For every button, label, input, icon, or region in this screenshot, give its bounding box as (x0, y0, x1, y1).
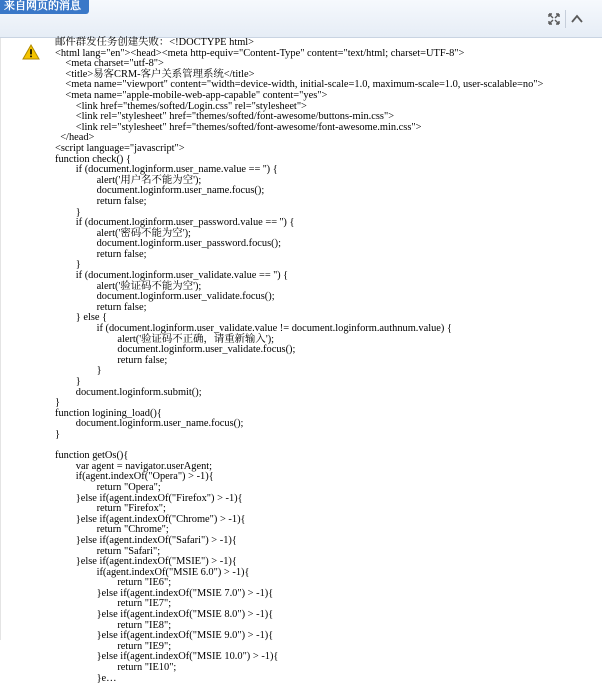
expand-arrows-icon[interactable] (543, 9, 565, 29)
chevron-up-icon[interactable] (566, 9, 588, 29)
dialog-content (0, 37, 602, 684)
message-source-text: <html lang="en"><head><meta http-equiv="Content-Type" content="text/html; charset=UTF-8"> <meta charset="utf-8"> <title>易客CRM-客户关系管理系统</title> <meta name="viewport" content="width=device-width, initial-scale=1.0, maximum-scale=1.0, user-scalable=no"> <meta name="apple-mobile-web-app-capable" content="yes"> <link href="themes/softed/Login.css" rel="stylesheet"> <link rel="stylesheet" href="themes/softed/font-awesome/buttons-min.css"> <link rel="stylesheet" href="themes/softed/font-awesome/font-awesome.min.css"> </head> <script language="javascript"> function check() { if (document.loginform.user_name.value == '') { alert('用户名不能为空'); document.loginform.user_name.focus(); return false; } if (document.loginform.user_password.value == '') { alert('密码不能为空'); document.loginform.user_password.focus(); return false; } if (document.loginform.user_validate.value == '') { alert('验证码不能为空'); document.loginform.user_validate.focus(); return false; } else { if (document.loginform.user_validate.value != document.loginform.authnum.value) { alert('验证码不正确，请重新输入'); document.loginform.user_validate.focus(); return false; } } document.loginform.submit(); } function logining_load(){ document.loginform.user_name.focus(); } function getOs(){ var agent = navigator.userAgent; if(agent.indexOf("Opera") > -1){ return "Opera"; }else if(agent.indexOf("Firefox") > -1){ return "Firefox"; }else if(agent.indexOf("Chrome") > -1){ return "Chrome"; }else if(agent.indexOf("Safari") > -1){ return "Safari"; }else if(agent.indexOf("MSIE") > -1){ if(agent.indexOf("MSIE 6.0") > -1){ return "IE6"; }else if(agent.indexOf("MSIE 7.0") > -1){ return "IE7"; }else if(agent.indexOf("MSIE 8.0") > -1){ return "IE8"; }else if(agent.indexOf("MSIE 9.0") > -1){ return "IE9"; }else if(agent.indexOf("MSIE 10.0") > -1){ return "IE10"; }e… (55, 47, 544, 684)
dialog-titlebar (0, 0, 602, 38)
dialog-title: 来自网页的消息 (0, 0, 89, 14)
warning-triangle-icon (22, 44, 40, 60)
message-heading: 邮件群发任务创建失败：<!DOCTYPE html> (55, 37, 255, 48)
